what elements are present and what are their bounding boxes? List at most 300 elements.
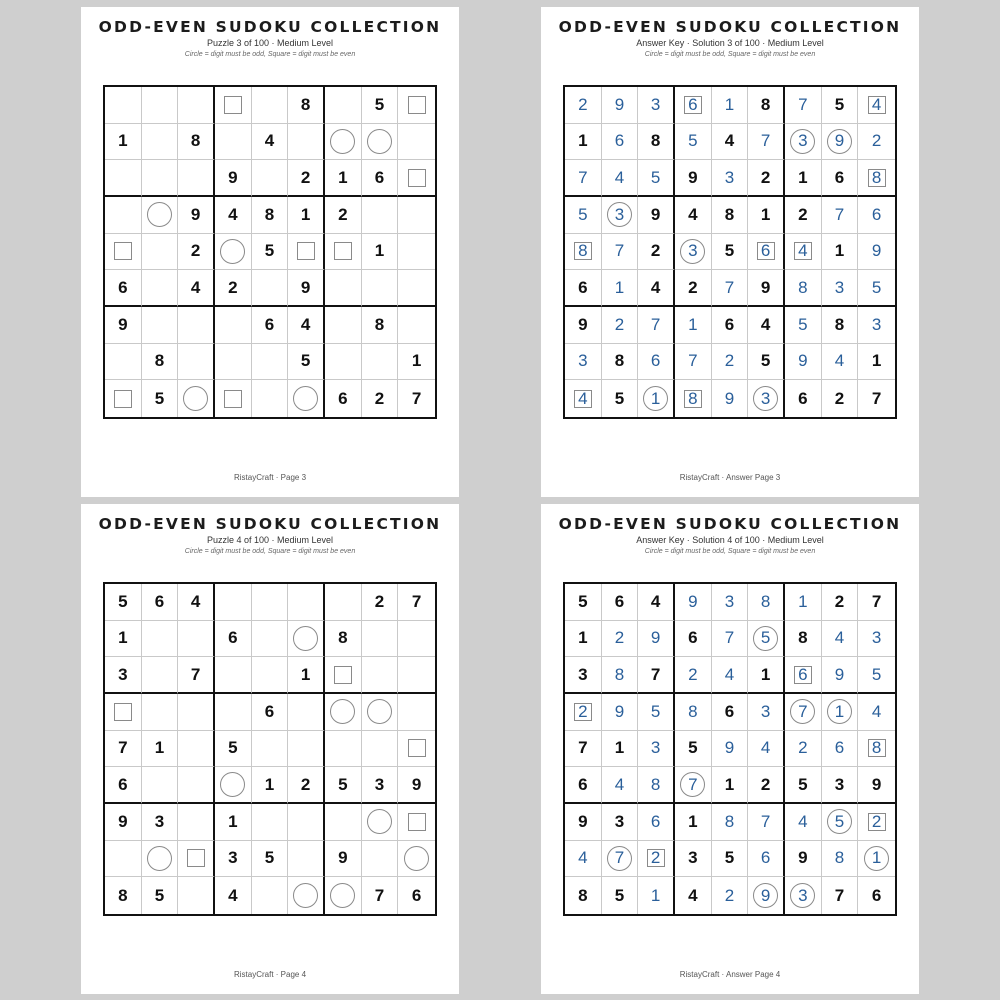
sudoku-cell xyxy=(565,694,602,731)
page-title: ODD-EVEN SUDOKU COLLECTION xyxy=(98,515,442,533)
page-footer: RistayCraft · Answer Page 3 xyxy=(679,473,781,482)
given-digit: 2 xyxy=(300,774,311,794)
given-digit: 5 xyxy=(300,351,311,371)
sudoku-cell xyxy=(638,804,675,841)
solved-digit: 6 xyxy=(871,204,882,224)
sudoku-cell xyxy=(712,307,749,344)
given-digit: 5 xyxy=(614,388,625,408)
sudoku-cell xyxy=(748,841,785,878)
page-legend: Circle = digit must be odd, Square = digit must be even xyxy=(644,51,816,58)
solved-digit: 4 xyxy=(871,94,882,114)
sudoku-cell xyxy=(178,804,215,841)
solved-digit: 1 xyxy=(798,591,808,611)
page-legend: Circle = digit must be odd, Square = digit must be even xyxy=(644,548,816,555)
solved-digit: 3 xyxy=(724,167,735,187)
sudoku-cell xyxy=(785,731,822,768)
sudoku-cell xyxy=(215,767,252,804)
solved-digit: 6 xyxy=(834,738,845,758)
given-digit: 7 xyxy=(411,591,422,611)
sudoku-cell xyxy=(105,841,142,878)
sudoku-cell xyxy=(362,804,399,841)
sudoku-cell xyxy=(362,841,399,878)
solved-digit: 3 xyxy=(650,738,661,758)
sudoku-cell xyxy=(215,307,252,344)
solved-digit: 2 xyxy=(871,131,882,151)
given-digit: 6 xyxy=(614,591,625,611)
sudoku-cell xyxy=(565,87,602,124)
sudoku-cell xyxy=(252,767,289,804)
solved-digit: 5 xyxy=(650,167,661,187)
sudoku-cell xyxy=(602,841,639,878)
sudoku-cell xyxy=(675,621,712,658)
given-digit: 4 xyxy=(724,131,735,151)
given-digit: 9 xyxy=(300,277,311,297)
given-digit: 3 xyxy=(688,848,698,868)
solved-digit: 1 xyxy=(614,277,625,297)
sudoku-cell xyxy=(288,804,325,841)
sudoku-cell xyxy=(105,87,142,124)
sudoku-cell xyxy=(675,584,712,621)
given-digit: 1 xyxy=(118,628,128,648)
given-digit: 9 xyxy=(228,167,238,187)
solved-digit: 8 xyxy=(798,277,808,297)
given-digit: 8 xyxy=(798,628,808,648)
sudoku-cell xyxy=(288,87,325,124)
sudoku-cell xyxy=(712,841,749,878)
solved-digit: 2 xyxy=(724,885,735,905)
sudoku-cell xyxy=(178,270,215,307)
sudoku-cell xyxy=(858,731,895,768)
sudoku-cell xyxy=(748,804,785,841)
solved-digit: 9 xyxy=(650,628,661,648)
sudoku-cell xyxy=(325,380,362,417)
sudoku-cell xyxy=(398,380,435,417)
sudoku-cell xyxy=(748,270,785,307)
given-digit: 4 xyxy=(190,277,201,297)
given-digit: 5 xyxy=(578,591,588,611)
given-digit: 4 xyxy=(650,591,661,611)
sudoku-cell xyxy=(215,344,252,381)
sudoku-cell xyxy=(178,197,215,234)
given-digit: 9 xyxy=(118,811,128,831)
given-digit: 6 xyxy=(228,628,238,648)
sudoku-cell xyxy=(638,307,675,344)
even-square-marker xyxy=(224,390,242,408)
sudoku-cell xyxy=(675,87,712,124)
sudoku-cell xyxy=(252,270,289,307)
given-digit: 9 xyxy=(798,848,808,868)
sudoku-cell xyxy=(858,841,895,878)
solved-digit: 3 xyxy=(724,591,735,611)
solved-digit: 4 xyxy=(834,351,845,371)
sudoku-cell xyxy=(178,307,215,344)
answer-page-3 xyxy=(541,7,919,497)
solved-digit: 7 xyxy=(798,701,808,721)
sudoku-cell xyxy=(638,124,675,161)
sudoku-cell xyxy=(785,767,822,804)
solved-digit: 5 xyxy=(871,277,882,297)
given-digit: 7 xyxy=(190,664,201,684)
sudoku-cell xyxy=(215,694,252,731)
sudoku-cell xyxy=(638,160,675,197)
given-digit: 3 xyxy=(578,664,588,684)
given-digit: 9 xyxy=(688,167,698,187)
sudoku-cell xyxy=(178,731,215,768)
sudoku-cell xyxy=(602,584,639,621)
sudoku-cell xyxy=(858,621,895,658)
sudoku-cell xyxy=(602,621,639,658)
sudoku-cell xyxy=(142,197,179,234)
given-digit: 6 xyxy=(724,701,735,721)
sudoku-cell xyxy=(105,731,142,768)
sudoku-cell xyxy=(822,731,859,768)
sudoku-cell xyxy=(142,731,179,768)
sudoku-cell xyxy=(105,344,142,381)
page-subtitle: Answer Key · Solution 3 of 100 · Medium Level xyxy=(636,38,824,48)
given-digit: 8 xyxy=(338,628,348,648)
given-digit: 1 xyxy=(614,738,625,758)
solved-digit: 5 xyxy=(650,701,661,721)
sudoku-cell xyxy=(565,767,602,804)
solved-digit: 4 xyxy=(614,167,625,187)
given-digit: 5 xyxy=(724,848,735,868)
sudoku-cell xyxy=(638,344,675,381)
sudoku-cell xyxy=(675,344,712,381)
sudoku-cell xyxy=(748,344,785,381)
sudoku-cell xyxy=(822,841,859,878)
sudoku-cell xyxy=(105,621,142,658)
sudoku-cell xyxy=(105,234,142,271)
sudoku-cell xyxy=(748,621,785,658)
given-digit: 1 xyxy=(798,167,808,187)
even-square-marker xyxy=(114,703,132,721)
sudoku-cell xyxy=(858,694,895,731)
sudoku-cell xyxy=(565,124,602,161)
sudoku-cell xyxy=(785,124,822,161)
sudoku-cell xyxy=(142,344,179,381)
sudoku-cell xyxy=(252,621,289,658)
given-digit: 1 xyxy=(834,241,845,261)
sudoku-cell xyxy=(252,694,289,731)
sudoku-cell xyxy=(822,584,859,621)
solved-digit: 5 xyxy=(688,131,698,151)
sudoku-cell xyxy=(398,877,435,914)
sudoku-grid xyxy=(103,582,437,916)
given-digit: 9 xyxy=(871,774,882,794)
sudoku-cell xyxy=(712,197,749,234)
sudoku-cell xyxy=(142,234,179,271)
sudoku-cell xyxy=(398,307,435,344)
sudoku-cell xyxy=(822,344,859,381)
solved-digit: 3 xyxy=(760,701,771,721)
sudoku-cell xyxy=(288,234,325,271)
solved-digit: 8 xyxy=(614,664,625,684)
sudoku-cell xyxy=(362,160,399,197)
sudoku-cell xyxy=(178,657,215,694)
solved-digit: 2 xyxy=(871,811,882,831)
sudoku-cell xyxy=(142,877,179,914)
sudoku-cell xyxy=(105,804,142,841)
sudoku-cell xyxy=(288,124,325,161)
sudoku-cell xyxy=(325,87,362,124)
sudoku-cell xyxy=(105,197,142,234)
given-digit: 8 xyxy=(724,204,735,224)
sudoku-cell xyxy=(858,307,895,344)
sudoku-cell xyxy=(362,307,399,344)
page-footer: RistayCraft · Page 4 xyxy=(233,970,307,979)
sudoku-cell xyxy=(215,87,252,124)
solved-digit: 4 xyxy=(578,388,588,408)
sudoku-cell xyxy=(288,344,325,381)
given-digit: 5 xyxy=(338,774,348,794)
sudoku-cell xyxy=(858,160,895,197)
sudoku-cell xyxy=(638,621,675,658)
solved-digit: 8 xyxy=(688,701,698,721)
solved-digit: 3 xyxy=(760,388,771,408)
given-digit: 7 xyxy=(374,885,385,905)
sudoku-cell xyxy=(288,160,325,197)
sudoku-cell xyxy=(712,87,749,124)
sudoku-cell xyxy=(325,307,362,344)
sudoku-cell xyxy=(215,124,252,161)
sudoku-cell xyxy=(565,307,602,344)
sudoku-cell xyxy=(362,731,399,768)
odd-circle-marker xyxy=(293,626,318,651)
sudoku-cell xyxy=(638,380,675,417)
sudoku-cell xyxy=(178,584,215,621)
sudoku-cell xyxy=(178,767,215,804)
solved-digit: 5 xyxy=(834,811,845,831)
sudoku-cell xyxy=(748,234,785,271)
sudoku-grid xyxy=(563,582,897,916)
sudoku-cell xyxy=(858,344,895,381)
odd-circle-marker xyxy=(367,809,392,834)
sudoku-cell xyxy=(712,380,749,417)
sudoku-cell xyxy=(398,621,435,658)
sudoku-cell xyxy=(178,621,215,658)
sudoku-cell xyxy=(712,804,749,841)
sudoku-cell xyxy=(215,841,252,878)
solved-digit: 8 xyxy=(578,241,588,261)
sudoku-cell xyxy=(362,344,399,381)
solved-digit: 7 xyxy=(614,848,625,868)
given-digit: 6 xyxy=(834,167,845,187)
sudoku-cell xyxy=(785,87,822,124)
given-digit: 7 xyxy=(118,738,128,758)
sudoku-cell xyxy=(105,380,142,417)
sudoku-cell xyxy=(712,731,749,768)
sudoku-cell xyxy=(785,344,822,381)
sudoku-cell xyxy=(712,584,749,621)
given-digit: 6 xyxy=(264,701,275,721)
sudoku-cell xyxy=(858,657,895,694)
solved-digit: 7 xyxy=(760,131,771,151)
sudoku-cell xyxy=(252,197,289,234)
sudoku-cell xyxy=(142,160,179,197)
solved-digit: 4 xyxy=(578,848,588,868)
given-digit: 5 xyxy=(760,351,771,371)
solved-digit: 9 xyxy=(724,388,735,408)
solved-digit: 3 xyxy=(798,885,808,905)
solved-digit: 9 xyxy=(834,131,845,151)
given-digit: 5 xyxy=(154,388,165,408)
given-digit: 8 xyxy=(154,351,165,371)
given-digit: 2 xyxy=(300,167,311,187)
given-digit: 2 xyxy=(228,277,238,297)
given-digit: 6 xyxy=(264,314,275,334)
sudoku-cell xyxy=(748,767,785,804)
sudoku-cell xyxy=(105,877,142,914)
sudoku-cell xyxy=(362,124,399,161)
given-digit: 2 xyxy=(374,591,385,611)
sudoku-cell xyxy=(822,270,859,307)
odd-circle-marker xyxy=(183,386,208,411)
given-digit: 8 xyxy=(760,94,771,114)
solved-digit: 2 xyxy=(614,628,625,648)
sudoku-cell xyxy=(142,124,179,161)
sudoku-cell xyxy=(638,841,675,878)
sudoku-cell xyxy=(215,877,252,914)
given-digit: 5 xyxy=(154,885,165,905)
given-digit: 6 xyxy=(724,314,735,334)
sudoku-cell xyxy=(675,804,712,841)
given-digit: 5 xyxy=(614,885,625,905)
sudoku-cell xyxy=(565,197,602,234)
sudoku-cell xyxy=(142,657,179,694)
solved-digit: 2 xyxy=(614,314,625,334)
odd-circle-marker xyxy=(220,239,245,264)
odd-circle-marker xyxy=(367,129,392,154)
solved-digit: 6 xyxy=(650,351,661,371)
sudoku-cell xyxy=(785,234,822,271)
sudoku-cell xyxy=(288,657,325,694)
given-digit: 1 xyxy=(228,811,238,831)
sudoku-cell xyxy=(822,877,859,914)
odd-circle-marker xyxy=(404,846,429,871)
solved-digit: 3 xyxy=(578,351,588,371)
solved-digit: 9 xyxy=(614,94,625,114)
sudoku-cell xyxy=(602,380,639,417)
given-digit: 9 xyxy=(578,314,588,334)
given-digit: 9 xyxy=(760,277,771,297)
sudoku-cell xyxy=(288,307,325,344)
sudoku-cell xyxy=(565,270,602,307)
given-digit: 1 xyxy=(871,351,882,371)
sudoku-cell xyxy=(785,160,822,197)
sudoku-cell xyxy=(858,584,895,621)
sudoku-cell xyxy=(858,380,895,417)
odd-circle-marker xyxy=(220,772,245,797)
sudoku-cell xyxy=(638,767,675,804)
given-digit: 2 xyxy=(834,388,845,408)
solved-digit: 3 xyxy=(871,628,882,648)
given-digit: 3 xyxy=(118,664,128,684)
given-digit: 1 xyxy=(374,241,385,261)
given-digit: 7 xyxy=(834,885,845,905)
given-digit: 2 xyxy=(798,204,808,224)
sudoku-cell xyxy=(215,731,252,768)
solved-digit: 8 xyxy=(688,388,698,408)
sudoku-cell xyxy=(748,657,785,694)
given-digit: 1 xyxy=(688,811,698,831)
given-digit: 3 xyxy=(834,774,845,794)
sudoku-cell xyxy=(398,344,435,381)
sudoku-cell xyxy=(675,657,712,694)
solved-digit: 5 xyxy=(871,664,882,684)
given-digit: 5 xyxy=(834,94,845,114)
given-digit: 6 xyxy=(411,885,422,905)
sudoku-cell xyxy=(105,584,142,621)
sudoku-cell xyxy=(712,344,749,381)
odd-circle-marker xyxy=(330,129,355,154)
solved-digit: 4 xyxy=(798,241,808,261)
solved-digit: 6 xyxy=(614,131,625,151)
given-digit: 8 xyxy=(118,885,128,905)
sudoku-cell xyxy=(712,877,749,914)
given-digit: 5 xyxy=(374,94,385,114)
sudoku-cell xyxy=(748,380,785,417)
given-digit: 4 xyxy=(760,314,771,334)
sudoku-cell xyxy=(362,234,399,271)
sudoku-cell xyxy=(565,731,602,768)
sudoku-cell xyxy=(748,307,785,344)
sudoku-cell xyxy=(638,234,675,271)
given-digit: 7 xyxy=(871,591,882,611)
given-digit: 4 xyxy=(228,204,238,224)
sudoku-cell xyxy=(398,584,435,621)
given-digit: 1 xyxy=(300,664,311,684)
solved-digit: 2 xyxy=(688,664,698,684)
sudoku-cell xyxy=(288,841,325,878)
given-digit: 8 xyxy=(834,314,845,334)
sudoku-cell xyxy=(748,87,785,124)
given-digit: 6 xyxy=(154,591,165,611)
odd-circle-marker xyxy=(367,699,392,724)
sudoku-cell xyxy=(822,694,859,731)
odd-circle-marker xyxy=(147,202,172,227)
solved-digit: 3 xyxy=(798,131,808,151)
sudoku-cell xyxy=(602,767,639,804)
sudoku-cell xyxy=(215,804,252,841)
given-digit: 4 xyxy=(688,885,698,905)
sudoku-cell xyxy=(252,841,289,878)
solved-digit: 2 xyxy=(578,94,588,114)
page-title: ODD-EVEN SUDOKU COLLECTION xyxy=(558,515,902,533)
sudoku-cell xyxy=(748,877,785,914)
given-digit: 4 xyxy=(228,885,238,905)
given-digit: 4 xyxy=(650,277,661,297)
sudoku-cell xyxy=(565,621,602,658)
given-digit: 8 xyxy=(374,314,385,334)
sudoku-cell xyxy=(398,841,435,878)
given-digit: 3 xyxy=(614,811,625,831)
page-footer: RistayCraft · Page 3 xyxy=(233,473,307,482)
sudoku-cell xyxy=(288,584,325,621)
sudoku-cell xyxy=(398,160,435,197)
given-digit: 8 xyxy=(264,204,275,224)
sudoku-cell xyxy=(712,694,749,731)
sudoku-cell xyxy=(325,841,362,878)
even-square-marker xyxy=(224,96,242,114)
given-digit: 5 xyxy=(228,738,238,758)
odd-circle-marker xyxy=(330,699,355,724)
solved-digit: 8 xyxy=(650,774,661,794)
sudoku-cell xyxy=(638,87,675,124)
solved-digit: 2 xyxy=(650,848,661,868)
sudoku-cell xyxy=(602,87,639,124)
solved-digit: 2 xyxy=(724,351,735,371)
sudoku-cell xyxy=(325,584,362,621)
